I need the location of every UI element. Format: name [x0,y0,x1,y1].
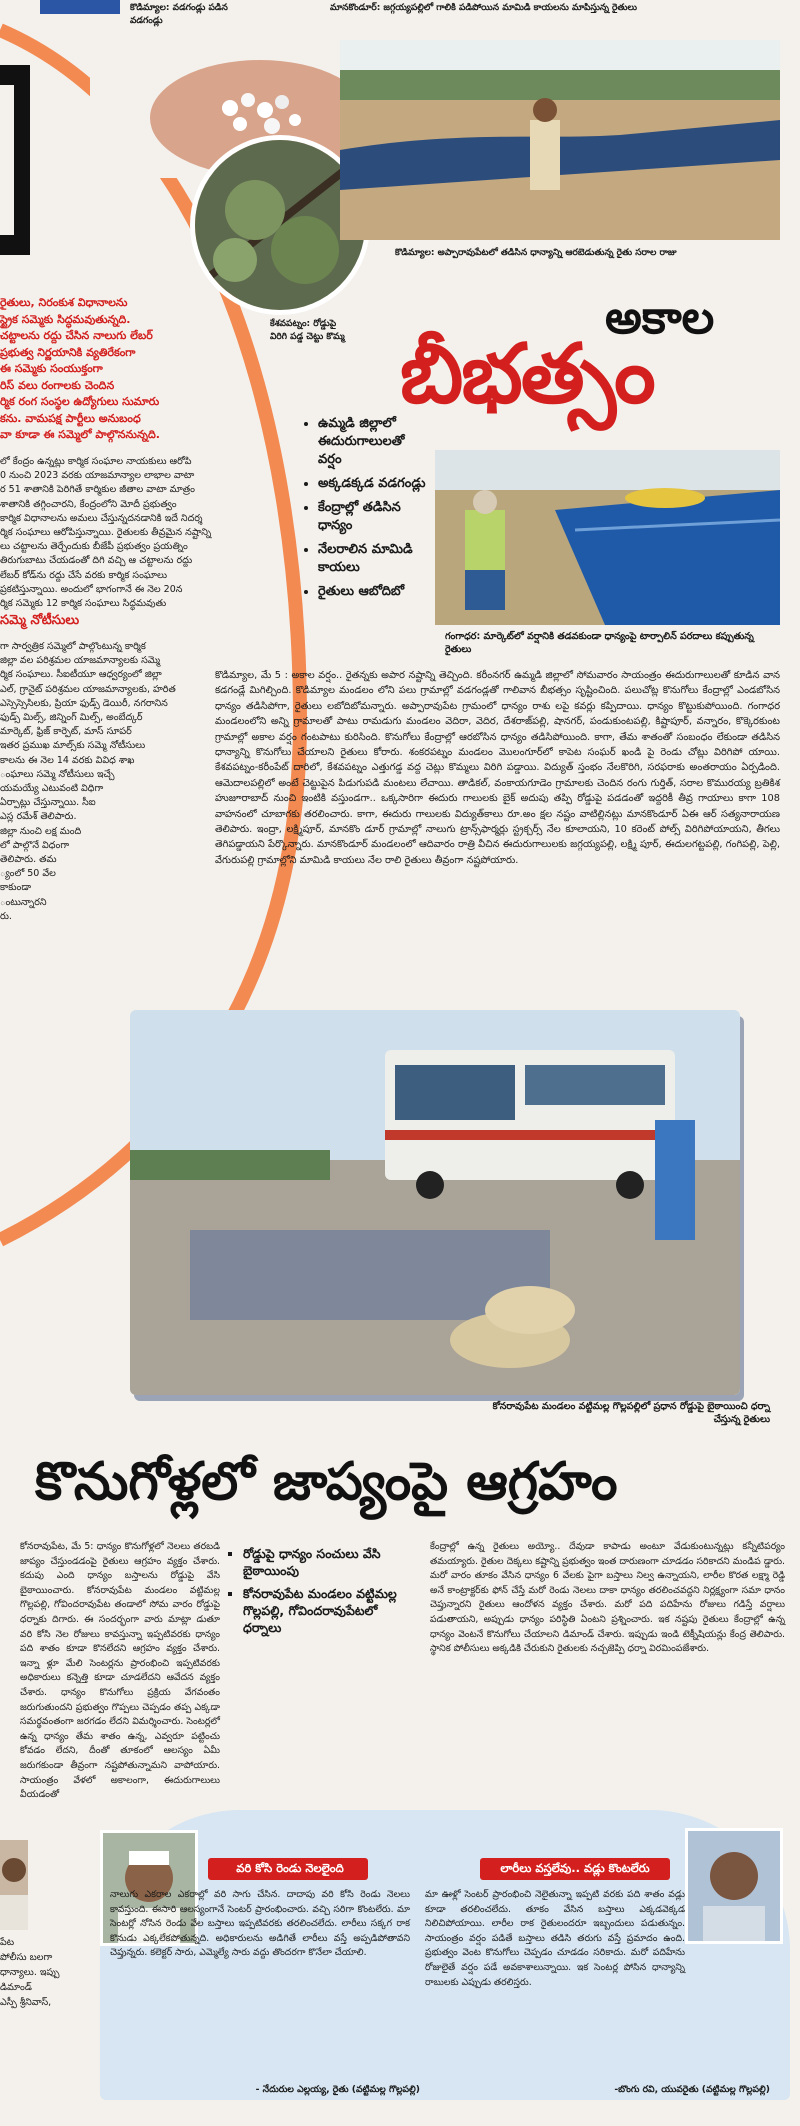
feature-title-big: బీభత్సం [400,327,654,422]
headline-delay-anger: కొనుగోళ్లలో జాప్యంపై ఆగ్రహం [35,1452,618,1512]
article2-bullet-item: ▪ రోడ్డుపై ధాన్యం సంచులు వేసి బైఠాయింపు [243,1545,410,1579]
article2-right-column: కేంద్రాల్లో ఉన్న రైతులు అయ్యో.. దేవుడా కాపాడు అంటూ వేడుకుంటున్నట్లు కన్నీటిపర్యం తమయ్యారు. రైతుల దెక్కలు కష్టాన్ని ప్రభుత్వం ఇంత దారుణంగా చూడడం సరికాదని మండిప డ్డారు. మరో వారం తూకం వేసిన ధాన్యం 6 వేలకు పైగా బస్తాలు నిల్వ ఉన్నాయని, లారీల కొరత లక్ష్మా రెడ్డి అనే కాంట్రాక్టర్‌కు ఫోన్ చేస్తే మరో రెండు నెలలు దాకా ధాన్యం తరలించవద్దని నిర్లక్ష్యంగా సమా ధానం చెప్తున్నారని రైతులు ఆందోళన వ్యక్తం చేశారు. మరో పది పదిహేను రోజులు గడిస్తే వర్షాలు పడుతాయని, అప్పుడు ధాన్యం పరిస్థితి ఏంటని ప్రశ్నించారు. ఇక నష్టపు రైతులు కేంద్రాల్లో ఉన్న ధాన్యం వెంటనే కొనుగోలు చేయాలని డిమాండ్ చేశారు. ఇప్పుడు ఇండి టెక్నీషియన్లు కేంద్ర తెలిపారు. స్థానిక పోలీసులు అక్కడికి చేరుకుని రైతులకు నచ్చజెప్పి ధర్నా విరమింపజేశారు. [430,1541,785,1655]
kodimyal-photo-caption: కొడిమ్యాల: అప్పారావుపేటలో తడిసిన ధాన్యాన్ని ఆరబెడుతున్న రైతు సరాల రాజు [395,248,677,258]
gangadhara-caption: గంగాధర: మార్కెట్‌లో వర్షానికి తడవకుండా ధాన్యంపై టార్పాలిన్ పరదాలు కప్పుతున్న రైతులు [445,631,754,655]
article2-bullets [225,1545,410,1642]
left-edge-person-photo [0,1840,28,1930]
dharna-photo-caption: కోనరావుపేట మండలం వట్టిమల్ల గొల్లపల్లిలో ప్రధాన రోడ్డుపై బైఠాయించి ధర్నా చేస్తున్న రైతులు [492,1401,770,1425]
top-caption-left: కొడిమ్యాల: వడగండ్లు పడిన వడగండ్లు [130,3,228,26]
left-column-red-text: రైతులు, నిరంకుశ విధానాలను స్ట్రైక సమ్మెకు సిద్ధమవుతున్నది. చట్టాలను రద్దు చేసిన నాలుగు లేబర్ ప్రభుత్వ నిర్ణయానికి వ్యతిరేకంగా ఈ సమ్మెకు సంయుక్తంగా రిస్ వలు రంగాలకు చెందిన ర్మిక రంగ సంస్థల ఉద్యోగులు సుమారు కను. వామపక్ష పార్టీలు అనుబంధ వా కూడా ఈ సమ్మెలో పాల్గొననున్నది. [0,296,160,441]
quote1-heading: వరి కోసి రెండు నెలలైంది [236,1861,344,1875]
kodimyal-farmer-photo [340,40,780,240]
quote1-body: నాలుగు ఎకరాల ఎకరాల్లో వరి సాగు చేసిన. దాదాపు వరి కోసి రెండు నెలలు కావస్తుంది. ఈసారి ఆలస్యంగానే సెంటర్ ప్రారంభించారు. వచ్చి సరిగా కొంటలేరు. మా సెంటర్లో నోసిన రెండు వేల బస్తాలు ఇప్పటివరకు తరలించలేదు. లారీలు సక్కగ రాక కొనుడు ఎక్కలేకపోతున్నది. అధికారులను అడిగితే లారీలు వస్తే అప్పడిపోతావని చెప్తున్నరు. కలెక్టర్ సారు, ఎమ్మెల్యే సారు వద్దు తొందరగా కొనేలా చేయాలి. [110,1889,410,1959]
left-subhead: సమ్మె నోటీసులు [0,613,80,628]
article2-bullet-item: ▪ కోనరావుపేట మండలం వట్టిమల్ల గొల్లపల్లి, గోవిందరావుపేటలో ధర్నాలు [243,1585,410,1636]
gangadhara-tarpaulin-photo [435,450,780,625]
article2-left-column: కోనరావుపేట, మే 5: ధాన్యం కొనుగోళ్లలో నెలలు తరబడి జాప్యం చేస్తుండడంపై రైతులు ఆగ్రహం వ్యక్తం చేశారు. కదుపు ఎంది ధాన్యం బస్తాలను రోడ్డుపై వేసి బైఠాయించారు. కోనరావుపేట మండలం వట్టిమల్ల గొల్లపల్లి, గోవిందరావుపేట తండాలో సోమ వారం రోడ్డుపై ధర్నాకు దిగారు. ఈ సందర్భంగా వారు మాట్లా డుతూ వరి కోసి నెల రోజులు కావస్తున్నా ఇప్పటివరకు ధాన్యం పది శాతం కూడా కొనలేదని ఆగ్రహం వ్యక్తం చేశారు. ఇన్నా ళ్లూ మేలి సెంటర్లను ప్రారంభించి ఇప్పటివరకు అధికారులు కన్నెత్తి కూడా చూడలేదని ఆవేదన వ్యక్తం చేశారు. ధాన్యం కొనుగోలు ప్రక్రియ వేగవంతం జరుగుతుందని ప్రభుత్వం గొప్పలు చెప్పడం తప్ప ఎక్కడా సమర్థవంతంగా జరగడం లేదని విమర్శించారు. సెంటర్లలో ఉన్న ధాన్యం తేమ శాతం ఉన్న, ఎవ్వరూ పట్టించు కోవడం లేదని, దీంతో తూకంలో ఆలస్యం ఏమీ జరుగకుండా తీవ్రంగా నష్టపోతున్నామని వాపోయారు. సాయంత్రం వేళలో అకాలంగా, ఈదురుగాలులు వీయడంతో [20,1541,220,1801]
top-caption-right: మానకొండూర్: జగ్గయ్యపల్లిలో గాలికి పడిపోయిన మామిడి కాయలను మాపిస్తున్న రైతులు [330,3,638,13]
feature-title-small: అకాల [605,290,715,344]
main-article-body: కొడిమ్యాల, మే 5 : అకాల వర్షం.. రైతన్నకు అపార నష్టాన్ని తెచ్చింది. కరీంనగర్ ఉమ్మడి జిల్లాలో సోమవారం సాయంత్రం ఈదురుగాలులతో కూడిన వాన కడగండ్లే మిగిల్చింది. కొడిమ్యాల మండలం లోని పలు గ్రామాల్లో వడగండ్లతో గాలివాన బీభత్సం సృష్టించింది. పలుచోట్ల కొనుగోలు కేంద్రాల్లో ఎండబోసిన ధాన్యం తడిసిపోగా, రైతులు లబోదిబోమన్నారు. అప్పారావుపేట గ్రామంలో ధాన్యం రాశు లపై కవర్లు కప్పిదాయి. ధాన్యం కొట్టుకుపోయింది. గంగాధర మండలంలోని అన్ని గ్రామాలతో పాటు రామడుగు మండలం వెదిరా, వెదిర, దేశరాజ్‌పల్లి, షానగర్, పండుకుంటపల్లి, కిష్టాపూర్, వన్నారం, కొక్కెరకుంట గ్రామాల్లో అకాల వర్షం గంటపాటు కురిసింది. కొనుగోలు కేంద్రాల్లో ఆరబోసిన ధాన్యం తడిసిపోయింది. కాగా, తేమ శాతంతో సంబంధం లేకుండా తడిసిన ధాన్యాన్ని కొనుగోలు చేయాలని రైతులు కోరారు. శంకరపట్నం మండలం మొలంగూర్‌లో కాపెట సంఘర్ ఖండి పై రెండు చోట్లు విరిగిపో యాయి. కేశవపట్నం-కరీంపేట్ దారిలో, కేశవపట్నం ఎత్తుగడ్డ వద్ద చెట్లు కొమ్మలు విరిగి పడ్డాయి. విద్యుత్ స్తంభం నేలకొరిగి, సరఫరాకు అంతరాయం ఏర్పడింది. ఆమెదాలపల్లిలో అంటే చెట్టుపైన పిడుగుపడి మంటలు లేచాయి. తాడికల్, వంకాయగూడెం గ్రామాలకు చెందిన రంగు గుర్తిత్, సరాల కొమురయ్య బ్రతికిశ హుజూరాబాద్ నుంచి ఇంటికి వస్తుండగా.. ఒక్కసారిగా ఈదురు గాలులకు బైక్ అదుపు తప్పి రోడ్డుపై పడడంతో ఇద్దరికీ తీవ్ర గాయాలు కాగా 108 వాహనంలో చూబాగకు తరలించారు. కాగా, ఈదురు గాలులకు విద్యుత్‌కాలు రూ.అం క్షల నష్టం వాటిల్లినట్లు మానకొండూర్ ఏఈ ఆర్ సత్యనారాయణ తెలిపారు. ఇంద్రా, లక్ష్మిపూర్, మానకొం డూర్ గ్రామాల్లో నాలుగు ట్రాన్స్‌ఫార్మర్లు స్ట్రక్చర్స్ నేల కూలాయని, 10 కరెంట్ పోల్స్ విరిగిపోయాయని, తీగలు తెగిపడ్డాయని పేర్కొన్నారు. మానకొండూర్ మండలంలో ఆదివారం రాత్రి వీచిన ఈదురుగాలులకు జగ్గయ్యపల్లి, లక్ష్మి పూర్, ఈదులగట్టపల్లి, గంగిపల్లి, పెల్లి, వేగురుపల్లి గ్రామాల్లోని మామిడి కాయలు నేల రాలి రైతులు తీవ్రంగా నష్టపోయారు. [215,670,780,866]
partial-letter-graphic [0,55,40,285]
left-bottom-fragments: పేట పోలీసు బలగా ధాన్యాలు. ఇప్పు డిమాండ్ ఎస్పీ శ్రీనివాస్, [0,1937,60,2008]
quote1-attribution: - నేదురుల ఎల్లయ్య, రైతు (వట్టిమల్ల గొల్లపల్లి) [255,2084,420,2095]
quote2-attribution: -బొంగు రవి, యువరైతు (వట్టిమల్ల గొల్లపల్లి) [614,2084,770,2095]
quote2-body: మా ఊళ్లో సెంటర్ ప్రారంభించి నెలైతున్నా ఇప్పటి వరకు పది శాతం వడ్లు కూడా తరలించలేదు. తూకం వేసిన బస్తాలు ఎక్కడవెక్కడ నిలిచిపోయాయి. లారీల రాక రైతులందరూ ఇబ్బందులు పడుతున్నం. సాయంత్రం వర్షం పడితే బస్తాలు తడిసి తరుగు వస్తే ప్రమాదం ఉంది. ప్రభుత్వం వెంట కొనుగోలు చెప్పడం చూడడం సరికాదు. మరో పదిహేను రోజులైతే వర్షం పడే అవకాశాలున్నాయి. ఇక సెంటర్ల పోసిన ధాన్యాన్ని రాబులకు ఎప్పుడు తరలిస్తరు. [425,1889,685,1988]
left-column-black-text-2: గా సార్వత్రిక సమ్మెలో పాల్గొంటున్న కార్మిక జిల్లా వల పరిశ్రమల యాజమాన్యాలకు సమ్మె ర్మిక సంఘాలు. సీఐటీయూ ఆధ్వర్యంలో జిల్లా ఎల్, గ్రానైట్ పరిశ్రమల యాజమాన్యాలకు, హరిత ఎస్సెస్సెసిలకు, ప్రియా ఫుడ్స్ డెయిరీ, నగరానిన ఫుడ్స్ మిల్స్, జిన్నింగ్ మిల్స్, అంబేద్కర్ మార్కెట్, ఫ్రిజ్ కార్పెట్, మాస్ సూపర్ ఇతర ప్రముఖ మాల్స్‌కు సమ్మె నోటీసులు కాలను ఈ నెల 14 వరకు వివిధ శాఖ ంఘాలు సమ్మె నోటీసులు ఇచ్చే యమయ్యే ఎటువంటి విధిగా ఏర్పాట్లు చేస్తున్నాయి. సీఐ ఎస్ల రమేశ్ తెలిపారు. జిల్లా నుంచి లక్ష మంది లో పాల్గొనే విధంగా తెలిపారు. తమ ్యంలో 50 వేల కాకుండా ంటున్నారని రు. [0,641,176,922]
feature-bullet-item: • రైతులు ఆబోదిబో [318,583,430,601]
dharna-bus-photo [130,1010,740,1395]
feature-bullets [300,415,430,607]
feature-bullet-item: • ఉమ్మడి జిల్లాలో ఈదురుగాలులతో వర్షం [318,415,430,469]
feature-bullet-item: • కేంద్రాల్లో తడిసిన ధాన్యం [318,499,430,535]
feature-bullet-item: • అక్కడక్కడ వడగండ్లు [318,475,430,493]
feature-bullet-item: • నేలరాలిన మామిడి కాయలు [318,541,430,577]
left-column-black-text: లో కేంద్రం ఉన్నట్లు కార్మిక సంఘాల నాయకులు ఆరోపి 0 నుంచి 2023 వరకు యాజమాన్యాల లాభాల వాటా ర 51 శాతానికి పెరిగితే కార్మికుల జీతాల వాటా మాత్రం శాతానికి తగ్గించారని, కేంద్రంలోని మోదీ ప్రభుత్వం కార్మిక విధానాలను అమలు చేస్తున్నదనడానికి ఇదే నిదర్శ ర్మిక సంఘాలు ఆరోపిస్తున్నాయి. రైతులకు తీవ్రమైన నష్టాన్ని లు చట్టాలను తెర్చేందుకు బీజేపీ ప్రభుత్వం ప్రయత్నిం తిరుగుబాటు చేయడంతో దిగి వచ్చి ఆ చట్టాలను రద్దు లేబర్ కోడ్‌ను రద్దు చేసే వరకు కార్మిక సంఘాలు ప్రకటిస్తున్నాయి. అందులో భాగంగానే ఈ నెల 20న ర్మిక సమ్మెకు 12 కార్మిక సంఘాలు సిద్ధమవుతు [0,456,212,610]
tree-branch-caption: కేశవపట్నం: రోడ్డుపై విరిగి పడ్డ చెట్టు కొమ్మ [270,319,345,342]
blue-corner-graphic [40,0,120,14]
farmer-ravi-portrait [685,1828,783,1944]
quote2-heading: లారీలు వస్తలేవు.. వడ్లు కొంటలేరు [500,1861,650,1875]
